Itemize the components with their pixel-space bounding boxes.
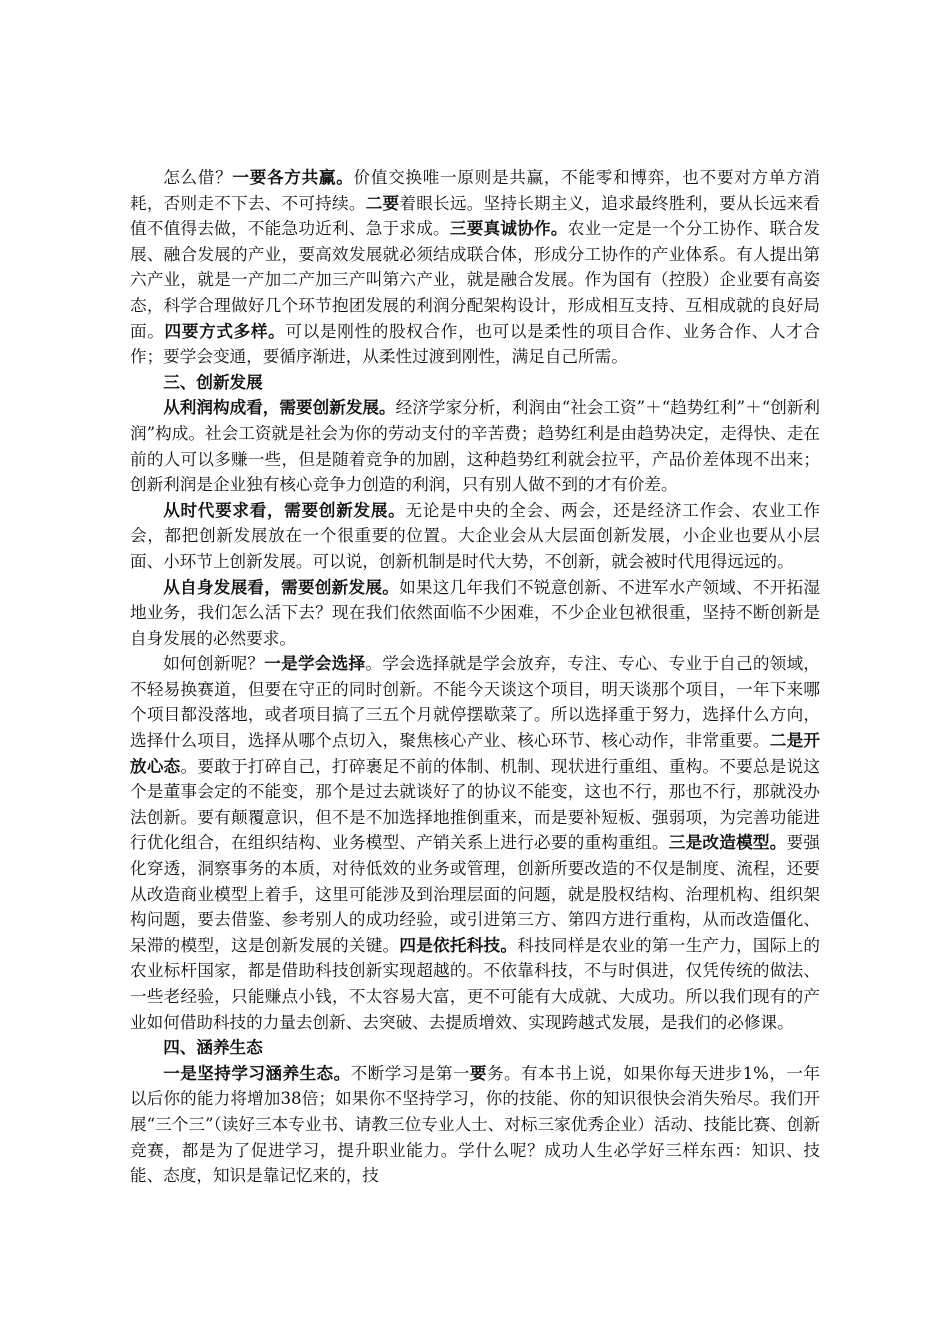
- bold-text-segment: 从自身发展看，需要创新发展。: [163, 576, 400, 597]
- text-segment: 如果这几年我们不锐意创新、不进军水产领域、不开拓湿地业务，我们怎么活下去？现在我们依然面临不少困难，不少企业包袱很重，坚持不断创新是自身发展的必然要求。: [130, 577, 821, 648]
- bold-text-segment: 二是开放心态: [130, 730, 820, 776]
- paragraph-how-to-borrow: [130, 165, 820, 370]
- bold-text-segment: 要: [469, 1062, 487, 1083]
- bold-text-segment: 四是依托科技。: [399, 934, 518, 955]
- bold-text-segment: 二要: [365, 192, 400, 213]
- document-page: [130, 165, 820, 1189]
- text-segment: 价值交换唯一原则是共赢，不能零和博弈，也不要对方单方消耗，否则走不下去、不可持续。: [130, 168, 821, 213]
- paragraph-self-development: [130, 575, 820, 652]
- paragraph-how-to-innovate: [130, 651, 820, 1035]
- text-segment: 可以是刚性的股权合作，也可以是柔性的项目合作、业务合作、人才合作；要学会变通，要循序渐进，从柔性过渡到刚性，满足自己所需。: [130, 321, 821, 367]
- bold-text-segment: 三是改造模型。: [668, 832, 787, 853]
- text-segment: 不断学习是第一: [350, 1063, 470, 1083]
- bold-text-segment: 一要各方共赢。: [232, 167, 354, 187]
- text-segment: 经济学家分析，利润由“社会工资”＋“趋势红利”＋“创新利润”构成。社会工资就是社会为你的劳动支付的辛苦费；趋势红利是由趋势决定，走得快、走在前的人可以多赚一些，但是随着竞争的加剧，这种趋势红利就会拉平，产品价差体现不出来；创新利润是企业独有核心竞争力创造的利润，只有别人做不到的才有价差。: [130, 398, 821, 495]
- section-heading-innovation: 三、创新发展: [163, 371, 263, 392]
- section-heading-ecology: 四、涵养生态: [163, 1037, 263, 1058]
- text-segment: 。学会选择就是学会放弃，专注、专心、专业于自己的领域，不轻易换赛道，但要在守正的同时创新。不能今天谈这个项目，明天谈那个项目，一年下来哪个项目都没落地，或者项目搞了三五个月就停摆歇菜了。所以选择重于努力，选择什么方向，选择什么项目，选择从哪个点切入，聚焦核心产业、核心环节、核心动作，非常重要。: [130, 654, 821, 751]
- bold-text-segment: 一是坚持学习涵养生态。: [163, 1062, 351, 1083]
- text-segment: 如何创新呢？: [163, 654, 265, 674]
- text-segment: 要强化穿透，洞察事务的本质，对待低效的业务或管理，创新所要改造的不仅是制度、流程，还要从改造商业模型上着手，这里可能涉及到治理层面的问题，就是股权结构、治理机构、组织架构问题，要去借鉴、参考别人的成功经验，或引进第三方、第四方进行重构，从而改造僵化、呆滞的模型，这是创新发展的关键。: [130, 833, 821, 955]
- text-segment: 着眼长远。坚持长期主义，追求最终胜利，要从长远来看值不值得去做，不能急功近利、急于求成。: [130, 193, 821, 239]
- text-segment: 怎么借？: [163, 168, 233, 187]
- text-segment: 无论是中央的全会、两会，还是经济工作会、农业工作会，都把创新发展放在一个很重要的位置。大企业会从大层面创新发展，小企业也要从小层面、小环节上创新发展。可以说，创新机制是时代大势，不创新，就会被时代甩得远远的。: [130, 500, 821, 571]
- bold-text-segment: 三要真诚协作。: [449, 218, 568, 239]
- paragraph-profit-composition: [130, 395, 820, 497]
- paragraph-learning-ecology: [130, 1061, 820, 1189]
- bold-text-segment: 从利润构成看，需要创新发展。: [163, 397, 396, 418]
- text-segment: 农业一定是一个分工协作、联合发展、融合发展的产业，要高效发展就必须结成联合体，形成分工协作的产业体系。有人提出第六产业，就是一产加二产加三产叫第六产业，就是融合发展。作为国有（控股）企业要有高姿态，科学合理做好几个环节抱团发展的利润分配架构设计，形成相互支持、互相成就的良好局面。: [130, 219, 821, 341]
- bold-text-segment: 四要方式多样。: [164, 320, 286, 341]
- paragraph-era-requirement: [130, 498, 820, 575]
- text-segment: 务。有本书上说，如果你每天进步1%，一年以后你的能力将增加38倍；如果你不坚持学习，你的技能、你的知识很快会消失殆尽。我们开展“三个三”（读好三本专业书、请教三位专业人士、对标三家优秀企业）活动、技能比赛、创新竞赛，都是为了促进学习，提升职业能力。学什么呢？成功人生必学好三样东西：知识、技能、态度，知识是靠记忆来的，技: [130, 1063, 821, 1186]
- bold-text-segment: 一是学会选择: [264, 653, 366, 674]
- text-segment: 科技同样是农业的第一生产力，国际上的农业标杆国家，都是借助科技创新实现超越的。不依靠科技，不与时俱进，仅凭传统的做法、一些老经验，只能赚点小钱，不太容易大富，更不可能有大成就、大成功。所以我们现有的产业如何借助科技的力量去创新、去突破、去提质增效、实现跨越式发展，是我们的必修课。: [130, 935, 821, 1032]
- text-segment: 。要敢于打碎自己，打碎裹足不前的体制、机制、现状进行重组、重构。不要总是说这个是董事会定的不能变，那个是过去就谈好了的协议不能变，这也不行，那也不行，那就没办法创新。要有颠覆意识，但不是不加选择地推倒重来，而是要补短板、强弱项，为完善功能进行优化组合，在组织结构、业务模型、产销关系上进行必要的重构重组。: [130, 756, 821, 853]
- bold-text-segment: 从时代要求看，需要创新发展。: [163, 499, 406, 520]
